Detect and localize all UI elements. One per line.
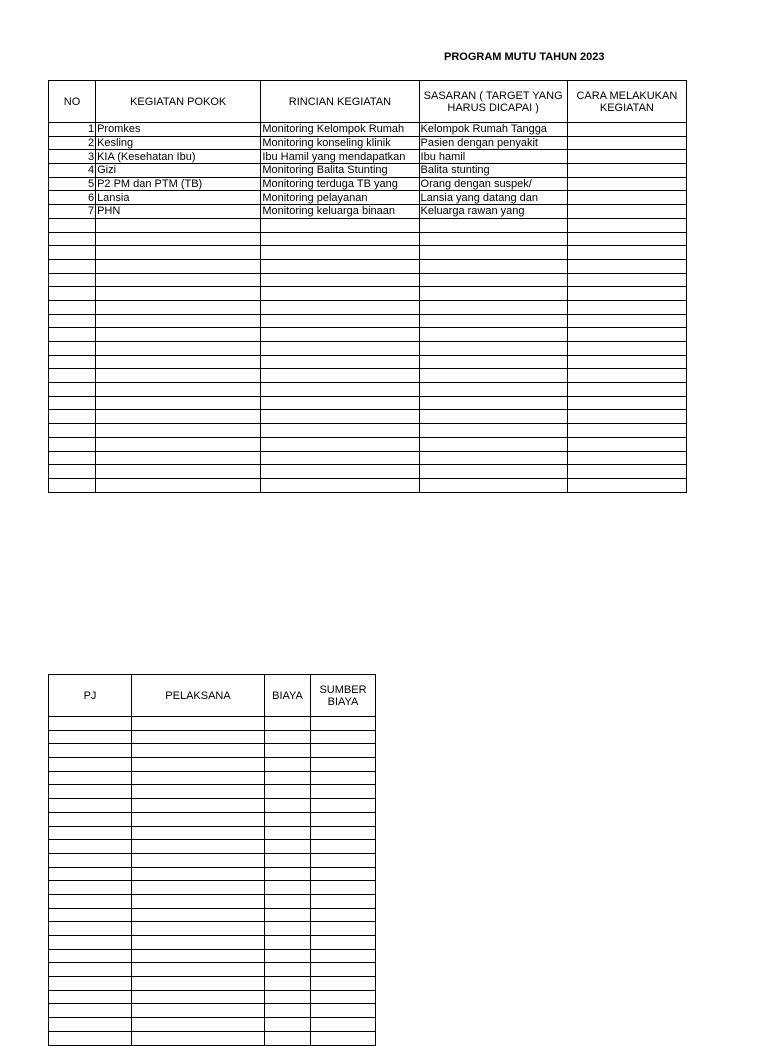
empty-table-row — [49, 730, 376, 744]
empty-cell — [96, 300, 261, 314]
cell-kegiatan-pokok: PHN — [96, 205, 261, 219]
empty-cell — [49, 1018, 132, 1032]
empty-table-row — [49, 771, 376, 785]
empty-cell — [311, 799, 376, 813]
empty-cell — [49, 465, 96, 479]
empty-table-row — [49, 232, 687, 246]
empty-table-row — [49, 218, 687, 232]
empty-cell — [419, 232, 567, 246]
cell-sasaran: Kelompok Rumah Tangga — [419, 123, 567, 137]
cell-rincian-kegiatan: Monitoring terduga TB yang — [261, 177, 419, 191]
empty-cell — [261, 451, 419, 465]
cell-kegiatan-pokok: KIA (Kesehatan Ibu) — [96, 150, 261, 164]
empty-cell — [132, 936, 265, 950]
empty-table-row — [49, 963, 376, 977]
empty-cell — [311, 730, 376, 744]
cell-sasaran: Keluarga rawan yang — [419, 205, 567, 219]
empty-cell — [96, 451, 261, 465]
empty-cell — [419, 424, 567, 438]
empty-cell — [261, 246, 419, 260]
empty-table-row — [49, 908, 376, 922]
empty-cell — [96, 424, 261, 438]
empty-cell — [265, 908, 311, 922]
empty-cell — [265, 730, 311, 744]
empty-cell — [265, 744, 311, 758]
empty-cell — [265, 894, 311, 908]
empty-cell — [265, 949, 311, 963]
header-pelaksana: PELAKSANA — [132, 675, 265, 717]
empty-table-row — [49, 273, 687, 287]
empty-cell — [49, 949, 132, 963]
empty-cell — [265, 1018, 311, 1032]
empty-cell — [419, 218, 567, 232]
empty-cell — [49, 963, 132, 977]
empty-table-row — [49, 717, 376, 731]
empty-cell — [311, 1018, 376, 1032]
cell-cara-melakukan — [567, 164, 686, 178]
empty-cell — [132, 826, 265, 840]
cell-no: 4 — [49, 164, 96, 178]
empty-table-row — [49, 990, 376, 1004]
empty-cell — [132, 990, 265, 1004]
empty-cell — [567, 410, 686, 424]
empty-cell — [265, 963, 311, 977]
empty-cell — [49, 424, 96, 438]
page-title: PROGRAM MUTU TAHUN 2023 — [444, 51, 605, 63]
table-row — [49, 136, 687, 150]
empty-cell — [265, 785, 311, 799]
empty-cell — [49, 785, 132, 799]
empty-cell — [261, 273, 419, 287]
empty-cell — [265, 717, 311, 731]
empty-cell — [261, 287, 419, 301]
cell-no: 6 — [49, 191, 96, 205]
budget-table — [48, 674, 376, 1046]
empty-table-row — [49, 424, 687, 438]
empty-cell — [261, 383, 419, 397]
empty-cell — [96, 478, 261, 492]
empty-cell — [261, 355, 419, 369]
empty-cell — [49, 342, 96, 356]
empty-table-row — [49, 259, 687, 273]
empty-cell — [132, 717, 265, 731]
empty-cell — [49, 369, 96, 383]
empty-cell — [96, 355, 261, 369]
empty-cell — [49, 894, 132, 908]
empty-table-row — [49, 785, 376, 799]
empty-cell — [49, 383, 96, 397]
empty-cell — [261, 314, 419, 328]
empty-cell — [419, 355, 567, 369]
cell-rincian-kegiatan: Monitoring Kelompok Rumah — [261, 123, 419, 137]
empty-cell — [419, 314, 567, 328]
empty-cell — [132, 744, 265, 758]
empty-cell — [132, 785, 265, 799]
cell-kegiatan-pokok: Gizi — [96, 164, 261, 178]
empty-cell — [132, 963, 265, 977]
empty-cell — [49, 314, 96, 328]
empty-table-row — [49, 246, 687, 260]
header-sasaran: SASARAN ( TARGET YANG HARUS DICAPAI ) — [419, 81, 567, 123]
empty-cell — [49, 355, 96, 369]
empty-cell — [132, 758, 265, 772]
empty-cell — [419, 396, 567, 410]
empty-cell — [49, 328, 96, 342]
cell-kegiatan-pokok: Lansia — [96, 191, 261, 205]
empty-cell — [132, 771, 265, 785]
header-sumber-biaya: SUMBER BIAYA — [311, 675, 376, 717]
cell-cara-melakukan — [567, 177, 686, 191]
empty-cell — [49, 246, 96, 260]
empty-cell — [49, 232, 96, 246]
empty-cell — [311, 1031, 376, 1045]
empty-cell — [49, 1004, 132, 1018]
empty-cell — [419, 300, 567, 314]
empty-cell — [311, 922, 376, 936]
empty-cell — [419, 478, 567, 492]
empty-cell — [261, 218, 419, 232]
empty-cell — [567, 273, 686, 287]
empty-cell — [261, 300, 419, 314]
empty-cell — [132, 812, 265, 826]
empty-table-row — [49, 478, 687, 492]
empty-cell — [261, 410, 419, 424]
table-row — [49, 164, 687, 178]
cell-rincian-kegiatan: Monitoring keluarga binaan — [261, 205, 419, 219]
empty-cell — [567, 465, 686, 479]
empty-cell — [96, 287, 261, 301]
cell-cara-melakukan — [567, 191, 686, 205]
cell-sasaran: Ibu hamil — [419, 150, 567, 164]
empty-cell — [567, 246, 686, 260]
empty-cell — [265, 867, 311, 881]
empty-table-row — [49, 826, 376, 840]
empty-cell — [567, 218, 686, 232]
empty-cell — [49, 867, 132, 881]
empty-table-row — [49, 744, 376, 758]
empty-cell — [261, 328, 419, 342]
empty-cell — [96, 232, 261, 246]
empty-cell — [261, 424, 419, 438]
empty-cell — [49, 771, 132, 785]
empty-cell — [311, 771, 376, 785]
cell-no: 7 — [49, 205, 96, 219]
empty-cell — [419, 369, 567, 383]
empty-cell — [265, 853, 311, 867]
empty-table-row — [49, 383, 687, 397]
table-row — [49, 205, 687, 219]
cell-rincian-kegiatan: Monitoring konseling klinik — [261, 136, 419, 150]
empty-table-row — [49, 342, 687, 356]
cell-sasaran: Balita stunting — [419, 164, 567, 178]
empty-cell — [49, 936, 132, 950]
empty-table-row — [49, 1018, 376, 1032]
empty-cell — [567, 328, 686, 342]
empty-table-row — [49, 314, 687, 328]
empty-cell — [49, 1031, 132, 1045]
empty-cell — [132, 840, 265, 854]
empty-cell — [132, 799, 265, 813]
empty-cell — [419, 287, 567, 301]
cell-no: 2 — [49, 136, 96, 150]
empty-cell — [49, 259, 96, 273]
cell-no: 1 — [49, 123, 96, 137]
empty-cell — [49, 826, 132, 840]
empty-cell — [132, 922, 265, 936]
empty-cell — [311, 936, 376, 950]
empty-cell — [132, 908, 265, 922]
empty-table-row — [49, 840, 376, 854]
empty-cell — [49, 881, 132, 895]
empty-table-row — [49, 451, 687, 465]
empty-table-row — [49, 881, 376, 895]
empty-cell — [49, 410, 96, 424]
empty-cell — [261, 232, 419, 246]
empty-cell — [311, 717, 376, 731]
empty-cell — [49, 396, 96, 410]
empty-cell — [265, 799, 311, 813]
cell-sasaran: Pasien dengan penyakit — [419, 136, 567, 150]
empty-cell — [567, 314, 686, 328]
empty-table-row — [49, 799, 376, 813]
empty-cell — [265, 826, 311, 840]
empty-cell — [49, 922, 132, 936]
empty-cell — [265, 936, 311, 950]
cell-cara-melakukan — [567, 150, 686, 164]
empty-cell — [419, 410, 567, 424]
empty-table-row — [49, 369, 687, 383]
empty-cell — [49, 451, 96, 465]
empty-cell — [96, 342, 261, 356]
empty-cell — [567, 287, 686, 301]
empty-table-row — [49, 977, 376, 991]
empty-table-row — [49, 287, 687, 301]
header-kegiatan-pokok: KEGIATAN POKOK — [96, 81, 261, 123]
empty-cell — [96, 259, 261, 273]
empty-table-row — [49, 1004, 376, 1018]
empty-cell — [49, 478, 96, 492]
empty-cell — [132, 853, 265, 867]
empty-cell — [567, 232, 686, 246]
empty-table-row — [49, 812, 376, 826]
empty-cell — [96, 383, 261, 397]
empty-cell — [567, 478, 686, 492]
empty-cell — [96, 465, 261, 479]
empty-cell — [132, 1031, 265, 1045]
empty-cell — [311, 867, 376, 881]
empty-cell — [567, 424, 686, 438]
program-table — [48, 80, 687, 493]
empty-cell — [49, 853, 132, 867]
empty-cell — [419, 383, 567, 397]
empty-cell — [265, 977, 311, 991]
empty-cell — [96, 369, 261, 383]
table-header-row — [49, 675, 376, 717]
cell-kegiatan-pokok: Promkes — [96, 123, 261, 137]
empty-cell — [265, 771, 311, 785]
empty-cell — [96, 314, 261, 328]
empty-cell — [311, 758, 376, 772]
cell-cara-melakukan — [567, 205, 686, 219]
empty-cell — [419, 273, 567, 287]
table-row — [49, 191, 687, 205]
empty-cell — [96, 273, 261, 287]
empty-cell — [132, 867, 265, 881]
empty-cell — [132, 1018, 265, 1032]
header-biaya: BIAYA — [265, 675, 311, 717]
empty-cell — [419, 246, 567, 260]
empty-cell — [311, 812, 376, 826]
empty-cell — [311, 853, 376, 867]
empty-cell — [311, 840, 376, 854]
empty-cell — [265, 881, 311, 895]
empty-cell — [49, 840, 132, 854]
cell-cara-melakukan — [567, 136, 686, 150]
empty-table-row — [49, 465, 687, 479]
header-no: NO — [49, 81, 96, 123]
empty-cell — [419, 342, 567, 356]
empty-cell — [311, 963, 376, 977]
empty-cell — [132, 1004, 265, 1018]
empty-cell — [265, 990, 311, 1004]
empty-cell — [49, 273, 96, 287]
empty-cell — [265, 922, 311, 936]
cell-no: 3 — [49, 150, 96, 164]
empty-cell — [419, 437, 567, 451]
empty-cell — [567, 300, 686, 314]
cell-rincian-kegiatan: Ibu Hamil yang mendapatkan — [261, 150, 419, 164]
table-row — [49, 150, 687, 164]
empty-cell — [49, 717, 132, 731]
empty-cell — [261, 437, 419, 451]
empty-cell — [311, 785, 376, 799]
empty-cell — [49, 730, 132, 744]
cell-kegiatan-pokok: Kesling — [96, 136, 261, 150]
empty-cell — [96, 396, 261, 410]
empty-cell — [49, 977, 132, 991]
empty-table-row — [49, 300, 687, 314]
empty-cell — [311, 894, 376, 908]
empty-cell — [419, 328, 567, 342]
empty-cell — [311, 990, 376, 1004]
empty-cell — [311, 949, 376, 963]
empty-cell — [261, 259, 419, 273]
empty-cell — [265, 840, 311, 854]
empty-table-row — [49, 1031, 376, 1045]
empty-cell — [265, 1004, 311, 1018]
empty-cell — [49, 437, 96, 451]
empty-cell — [311, 908, 376, 922]
empty-cell — [265, 758, 311, 772]
empty-cell — [567, 451, 686, 465]
empty-cell — [311, 977, 376, 991]
header-pj: PJ — [49, 675, 132, 717]
empty-cell — [49, 908, 132, 922]
empty-cell — [261, 369, 419, 383]
empty-cell — [265, 812, 311, 826]
empty-cell — [96, 437, 261, 451]
empty-cell — [311, 881, 376, 895]
empty-cell — [567, 396, 686, 410]
empty-cell — [132, 894, 265, 908]
empty-table-row — [49, 437, 687, 451]
empty-table-row — [49, 355, 687, 369]
empty-table-row — [49, 758, 376, 772]
empty-cell — [261, 342, 419, 356]
header-cara-melakukan: CARA MELAKUKAN KEGIATAN — [567, 81, 686, 123]
empty-cell — [132, 949, 265, 963]
table-header-row — [49, 81, 687, 123]
empty-table-row — [49, 853, 376, 867]
empty-cell — [96, 328, 261, 342]
empty-cell — [567, 369, 686, 383]
empty-cell — [49, 990, 132, 1004]
empty-cell — [419, 451, 567, 465]
empty-table-row — [49, 949, 376, 963]
empty-cell — [49, 799, 132, 813]
cell-rincian-kegiatan: Monitoring Balita Stunting — [261, 164, 419, 178]
empty-cell — [132, 730, 265, 744]
empty-cell — [49, 744, 132, 758]
empty-cell — [419, 259, 567, 273]
empty-cell — [49, 300, 96, 314]
empty-cell — [567, 342, 686, 356]
empty-cell — [567, 259, 686, 273]
empty-cell — [311, 744, 376, 758]
table-row — [49, 177, 687, 191]
empty-table-row — [49, 936, 376, 950]
empty-table-row — [49, 867, 376, 881]
cell-sasaran: Lansia yang datang dan — [419, 191, 567, 205]
empty-cell — [261, 396, 419, 410]
cell-no: 5 — [49, 177, 96, 191]
cell-rincian-kegiatan: Monitoring pelayanan — [261, 191, 419, 205]
empty-table-row — [49, 396, 687, 410]
empty-cell — [419, 465, 567, 479]
empty-cell — [49, 758, 132, 772]
empty-cell — [567, 437, 686, 451]
empty-cell — [49, 218, 96, 232]
empty-cell — [567, 383, 686, 397]
header-rincian-kegiatan: RINCIAN KEGIATAN — [261, 81, 419, 123]
empty-table-row — [49, 410, 687, 424]
cell-kegiatan-pokok: P2 PM dan PTM (TB) — [96, 177, 261, 191]
empty-cell — [261, 465, 419, 479]
empty-cell — [132, 977, 265, 991]
empty-cell — [96, 246, 261, 260]
empty-table-row — [49, 922, 376, 936]
table-row — [49, 123, 687, 137]
cell-cara-melakukan — [567, 123, 686, 137]
empty-cell — [132, 881, 265, 895]
empty-cell — [96, 410, 261, 424]
empty-cell — [567, 355, 686, 369]
empty-cell — [49, 812, 132, 826]
empty-cell — [96, 218, 261, 232]
empty-cell — [49, 287, 96, 301]
cell-sasaran: Orang dengan suspek/ — [419, 177, 567, 191]
empty-table-row — [49, 328, 687, 342]
empty-cell — [311, 826, 376, 840]
empty-table-row — [49, 894, 376, 908]
empty-cell — [311, 1004, 376, 1018]
empty-cell — [261, 478, 419, 492]
empty-cell — [265, 1031, 311, 1045]
